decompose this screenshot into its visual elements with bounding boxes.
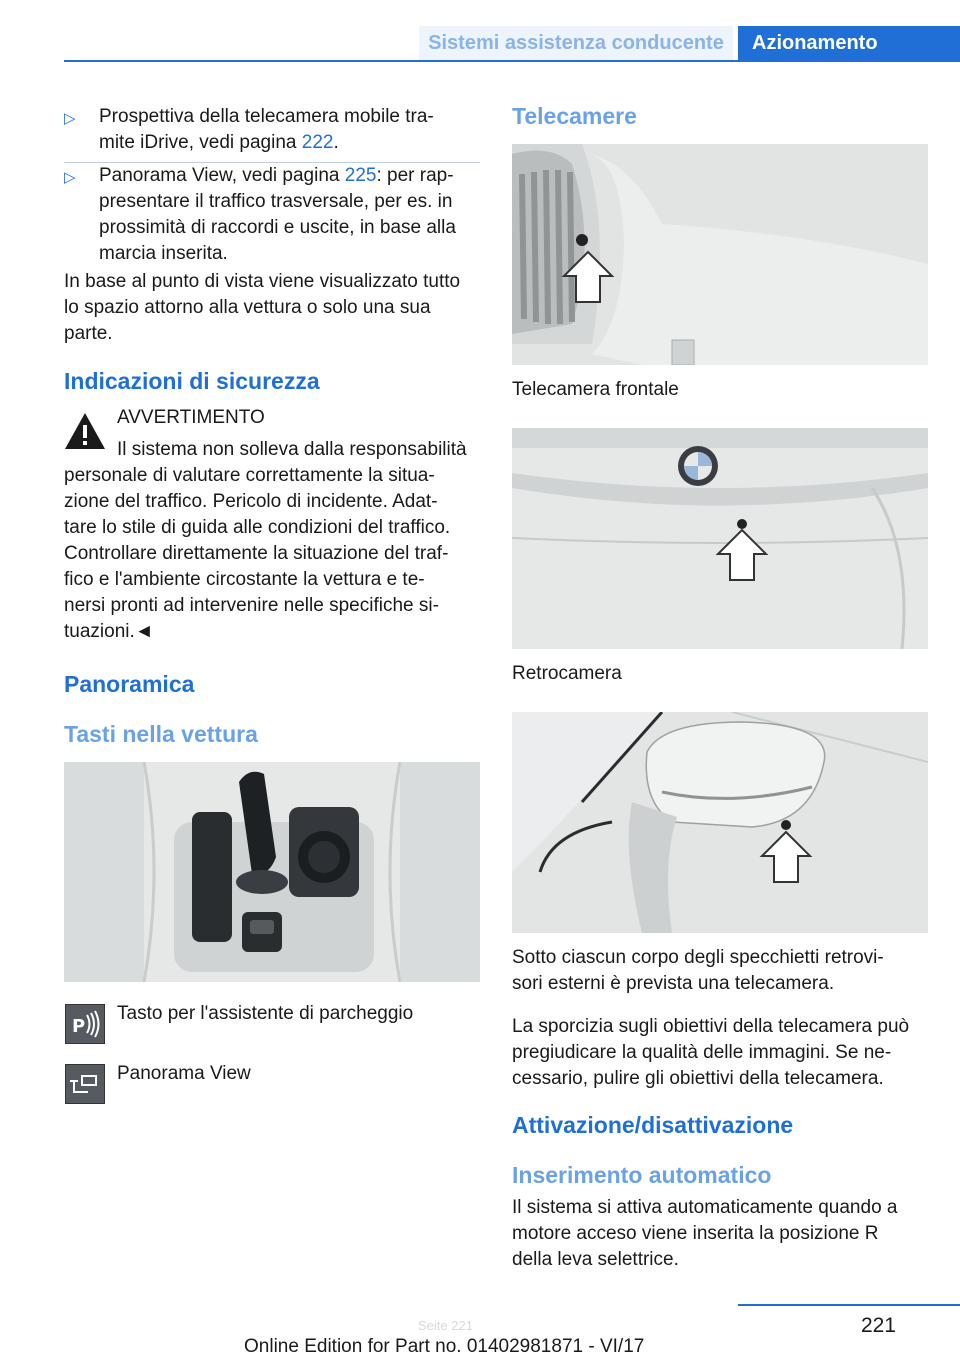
warning-line2: personale di valutare correttamente la situa-: [64, 465, 435, 486]
auto-line2: motore acceso viene inserita la posizione R: [512, 1223, 879, 1244]
center-console-image: [64, 762, 480, 982]
footer-edition: Online Edition for Part no. 01402981871 - VI/17: [244, 1336, 645, 1357]
dirt-line1: La sporcizia sugli obiettivi della telecamera può: [512, 1016, 910, 1037]
intro-line2: lo spazio attorno alla vettura o solo una sua: [64, 297, 431, 318]
heading-safety: Indicazioni di sicurezza: [64, 368, 320, 394]
warning-icon: [64, 412, 106, 450]
mirror-camera-image: [512, 712, 928, 933]
mirror-line2: sori esterni è prevista una telecamera.: [512, 973, 835, 994]
intro-line3: parte.: [64, 323, 113, 344]
bullet1-line2: [99, 130, 480, 156]
heading-activation: Attivazione/disattivazione: [512, 1112, 794, 1138]
caption-front-camera: Telecamera frontale: [512, 379, 679, 400]
header-chapter-tab[interactable]: Azionamento: [738, 26, 960, 60]
dirt-line3: cessario, pulire gli obiettivi della telecamera.: [512, 1068, 884, 1089]
warning-line1: Il sistema non solleva dalla responsabilità: [117, 439, 467, 460]
bullet1-line1: Prospettiva della telecamera mobile tra-: [99, 106, 434, 127]
intro-paragraph: [64, 269, 484, 347]
mirror-line1: Sotto ciascun corpo degli specchietti retrovi-: [512, 947, 884, 968]
bullet1-text: mite iDrive, vedi pagina: [99, 132, 302, 153]
heading-buttons: Tasti nella vettura: [64, 721, 258, 747]
rear-camera-image: [512, 428, 928, 649]
bullet2-text-rest: : per rap-: [376, 165, 454, 186]
caption-rear-camera: Retrocamera: [512, 663, 622, 684]
warning-line6: fico e l'ambiente circostante la vettura e te-: [64, 569, 425, 590]
auto-line3: della leva selettrice.: [512, 1249, 679, 1270]
bullet-camera-perspective: [64, 104, 480, 156]
footer-rule: [738, 1304, 960, 1306]
bullet2-line1: [99, 163, 480, 189]
mirror-camera-paragraph: [512, 945, 932, 997]
bullet2-line3: prossimità di raccordi e uscite, in base alla: [99, 217, 456, 238]
warning-line3: zione del traffico. Pericolo di incidente. Adat-: [64, 491, 438, 512]
panorama-view-button-icon: [65, 1064, 105, 1104]
bullet1-period: .: [333, 132, 339, 153]
bullet2-line4: marcia inserita.: [99, 243, 228, 264]
heading-overview: Panoramica: [64, 671, 195, 697]
auto-activation-paragraph: [512, 1195, 942, 1273]
warning-body: [64, 463, 494, 645]
panorama-view-label: Panorama View: [117, 1063, 251, 1084]
bullet2-line2: presentare il traffico trasversale, per es. in: [99, 191, 453, 212]
heading-auto-activation: Inserimento automatico: [512, 1162, 772, 1188]
svg-text:P: P: [72, 1016, 86, 1037]
auto-line1: Il sistema si attiva automaticamente quando a: [512, 1197, 898, 1218]
dirt-line2: pregiudicare la qualità delle immagini. Se ne-: [512, 1042, 892, 1063]
warning-line8: tuazioni.◄: [64, 621, 154, 642]
park-assist-label: Tasto per l'assistente di parcheggio: [117, 1003, 414, 1024]
page-link-222[interactable]: 222: [301, 132, 334, 153]
bullet-triangle-icon: ▷: [64, 169, 76, 186]
bullet2-text: Panorama View, vedi pagina: [99, 165, 345, 186]
footer-watermark: Seite 221: [418, 1318, 473, 1333]
dirt-paragraph: [512, 1014, 942, 1092]
intro-line1: In base al punto di vista viene visualizzato tutto: [64, 271, 461, 292]
heading-cameras: Telecamere: [512, 103, 637, 129]
warning-title: AVVERTIMENTO: [117, 407, 265, 428]
warning-line7: nersi pronti ad intervenire nelle specifiche si-: [64, 595, 439, 616]
page-link-225[interactable]: 225: [344, 165, 377, 186]
header-rule: [64, 60, 960, 62]
warning-line4: tare lo stile di guida alle condizioni del traffico.: [64, 517, 451, 538]
park-assist-button-icon: [65, 1004, 105, 1044]
warning-line5: Controllare direttamente la situazione del traf-: [64, 543, 449, 564]
bullet-panorama-view: [64, 163, 480, 267]
front-camera-image: [512, 144, 928, 365]
header-section-tab[interactable]: Sistemi assistenza conducente: [419, 26, 733, 60]
page-number: 221: [860, 1314, 896, 1337]
bullet-triangle-icon: ▷: [64, 110, 76, 127]
